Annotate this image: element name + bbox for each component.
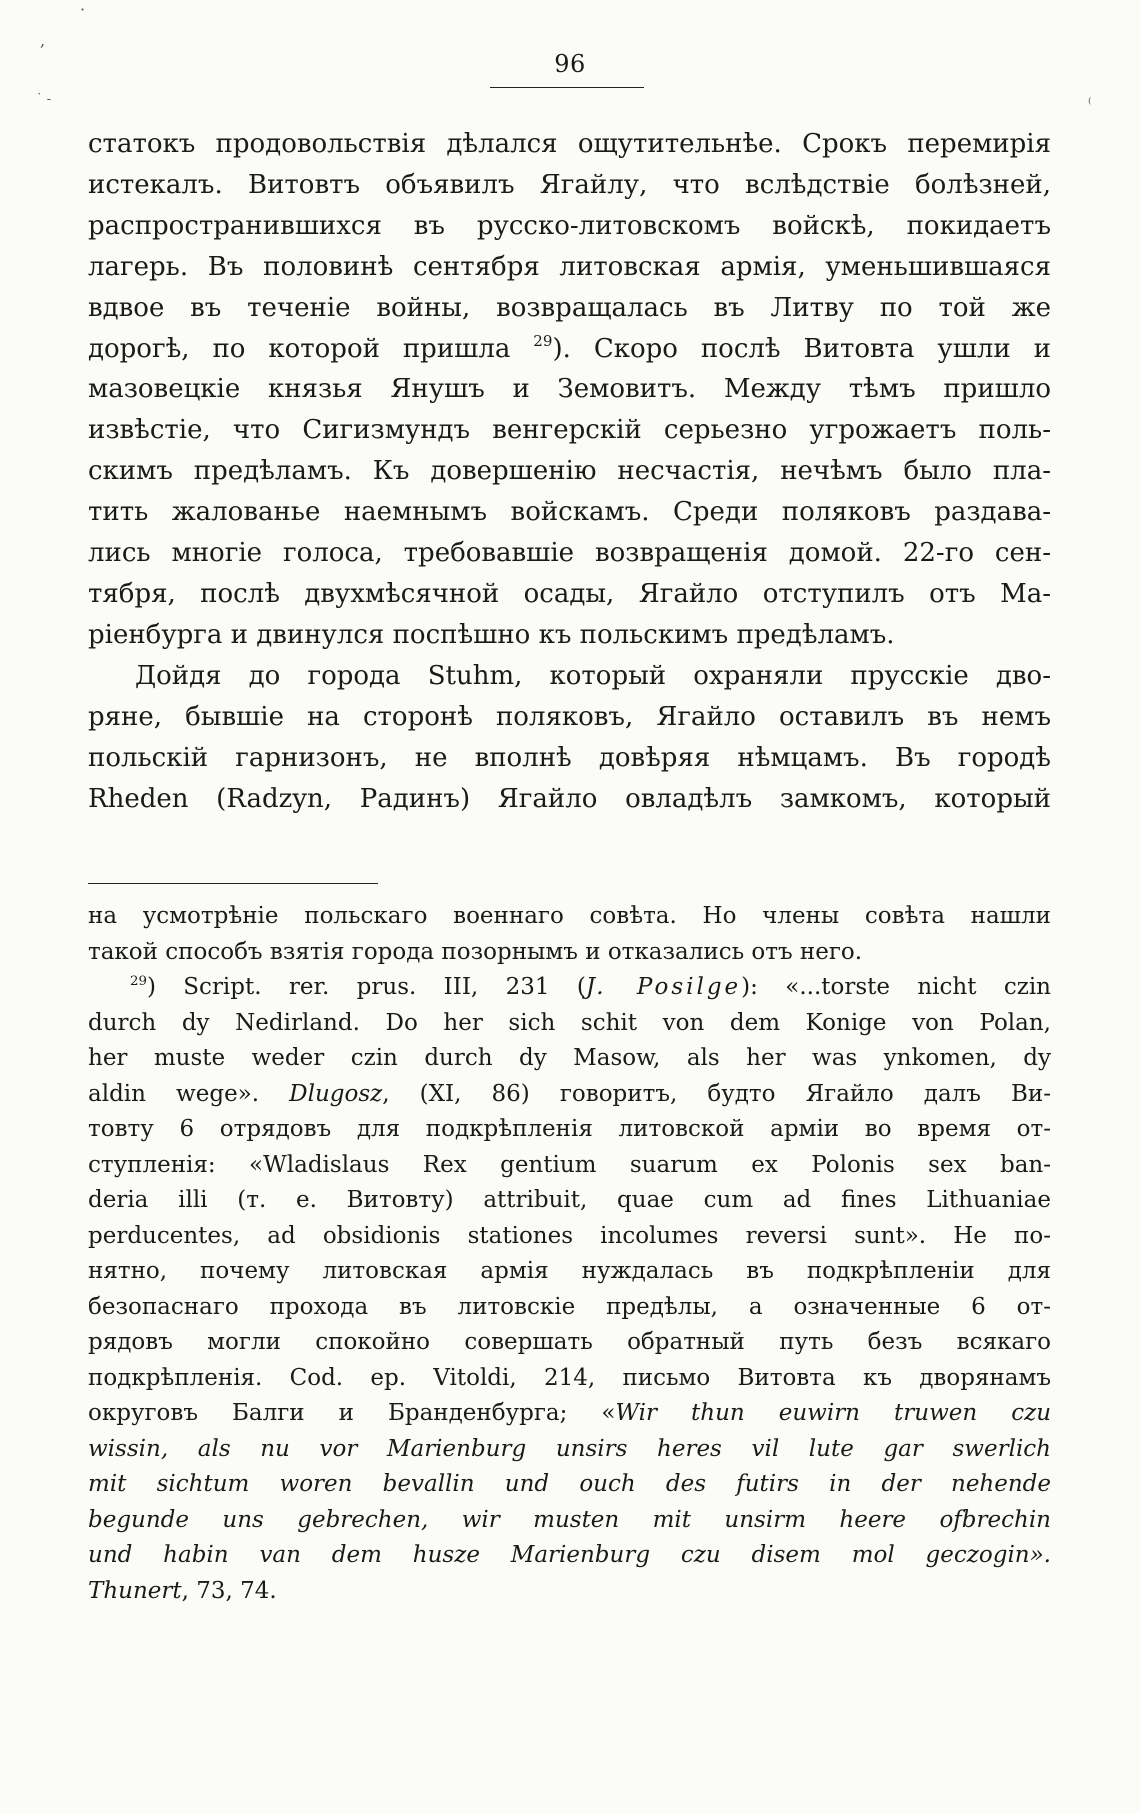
- footnote-run: aldin wege».: [88, 1080, 290, 1107]
- body-line: тить жалованье наемнымъ войскамъ. Среди поляковъ раздава-: [88, 497, 1051, 528]
- footnote-line: perducentes, ad obsidionis stationes incolumes reversi sunt». Не по-: [88, 1222, 1051, 1249]
- author-name: Dlugosz: [289, 1080, 383, 1107]
- footnote-line: begunde uns gebrechen, wir musten mit unsirm heere ofbrechin: [88, 1506, 1051, 1533]
- body-text: [88, 124, 1051, 819]
- body-line: тября, послѣ двухмѣсячной осады, Ягайло отступилъ отъ Ма-: [88, 578, 1051, 609]
- body-line: [88, 329, 1051, 370]
- footnote-marker-29: 29: [130, 973, 147, 989]
- footnote-line: товту 6 отрядовъ для подкрѣпленія литовской арміи во время от-: [88, 1116, 1051, 1142]
- footnote-ref-29: 29: [533, 331, 553, 350]
- footnote-run: , 73, 74.: [181, 1577, 277, 1604]
- scan-speck: ⁽: [1088, 96, 1092, 112]
- footnote-line: deria illi (т. е. Витовту) attribuit, quae cum ad fines Lithuaniae: [88, 1187, 1051, 1213]
- footnote-line: [88, 970, 1051, 1006]
- footnote-line: und habin van dem husze Marienburg czu disem mol geczogin».: [88, 1542, 1051, 1568]
- footnote-separator: [88, 883, 378, 884]
- body-line: извѣстіе, что Сигизмундъ венгерскій серьезно угрожаетъ поль-: [88, 415, 1051, 446]
- body-line: вдвое въ теченіе войны, возвращалась въ Литву по той же: [88, 292, 1051, 323]
- scan-speck: ·: [80, 0, 86, 19]
- footnote-line: безопаснаго прохода въ литовскіе предѣлы, а означенные 6 от-: [88, 1293, 1051, 1320]
- body-line: статокъ продовольствія дѣлался ощутительнѣе. Срокъ перемирія: [88, 129, 1051, 159]
- scan-speck: ˙ -: [36, 92, 52, 107]
- footnote-line: на усмотрѣніе польскаго военнаго совѣта. Но члены совѣта нашли: [88, 903, 1051, 929]
- page-number: 96: [554, 50, 586, 78]
- body-line: Дойдя до города Stuhm, который охраняли прусскіе дво-: [135, 660, 1051, 691]
- body-line: скимъ предѣламъ. Къ довершенію несчастія, нечѣмъ было пла-: [88, 456, 1051, 487]
- body-line: истекалъ. Витовтъ объявилъ Ягайлу, что вслѣдствіе болѣзней,: [88, 169, 1051, 200]
- footnote-line: [88, 1574, 1051, 1610]
- body-line: Rheden (Radzyn, Радинъ) Ягайло овладѣлъ замкомъ, который: [88, 783, 1051, 814]
- footnote-run: ) Script. rer. prus. III, 231 (: [146, 974, 586, 1000]
- scan-speck: ,: [40, 31, 46, 50]
- footnote-line: wissin, als nu vor Marienburg unsirs heres vil lute gar swerlich: [88, 1435, 1051, 1462]
- body-line: распространившихся въ русско-литовскомъ войскѣ, покидаетъ: [88, 210, 1051, 241]
- footnote-line: durch dy Nedirland. Do her sich schit von dem Konige von Polan,: [88, 1009, 1051, 1036]
- footnote-line: ступленія: «Wladislaus Rex gentium suarum ex Polonis sex ban-: [88, 1151, 1051, 1178]
- footnote-line: такой способъ взятія города позорнымъ и отказались отъ него.: [88, 938, 863, 965]
- body-line: ряне, бывшіе на сторонѣ поляковъ, Ягайло оставилъ въ немъ: [88, 701, 1051, 732]
- footnote-run: , (XI, 86) говоритъ, будто Ягайло далъ Ви-: [382, 1080, 1051, 1107]
- body-text-run: ). Скоро послѣ Витовта ушли и: [552, 333, 1052, 364]
- footnotes: [88, 899, 1051, 1609]
- body-line: лись многіе голоса, требовавшіе возвращенія домой. 22-го сен-: [88, 538, 1051, 569]
- footnote-line: нятно, почему литовская армія нуждалась въ подкрѣпленіи для: [88, 1258, 1051, 1284]
- footnote-run: округовъ Балги и Бранденбурга; «: [88, 1400, 616, 1426]
- footnote-line: [88, 1396, 1051, 1432]
- body-line: польскій гарнизонъ, не вполнѣ довѣряя нѣмцамъ. Въ городѣ: [88, 742, 1051, 773]
- footnote-line: подкрѣпленія. Cod. ep. Vitoldi, 214, письмо Витовта къ дворянамъ: [88, 1364, 1051, 1391]
- author-name: Thunert: [88, 1577, 182, 1604]
- body-line: лагерь. Въ половинѣ сентября литовская армія, уменьшившаяся: [88, 251, 1051, 282]
- quotation-run: Wir thun euwirn truwen czu: [615, 1400, 1052, 1426]
- body-line: ріенбурга и двинулся поспѣшно къ польскимъ предѣламъ.: [88, 619, 895, 650]
- body-text-run: дорогѣ, по которой пришла: [88, 333, 511, 364]
- body-line: мазовецкіе князья Янушъ и Земовитъ. Между тѣмъ пришло: [88, 374, 1051, 405]
- footnote-line: рядовъ могли спокойно совершать обратный путь безъ всякаго: [88, 1329, 1051, 1355]
- footnote-line: [88, 1077, 1051, 1113]
- page-number-rule: [490, 87, 644, 88]
- footnote-run: ): «...torste nicht czin: [741, 974, 1051, 1000]
- author-name: J. Posilge: [585, 974, 742, 1000]
- footnote-line: her muste weder czin durch dy Masow, als her was ynkomen, dy: [88, 1045, 1051, 1071]
- footnote-line: mit sichtum woren bevallin und ouch des futirs in der nehende: [88, 1471, 1051, 1497]
